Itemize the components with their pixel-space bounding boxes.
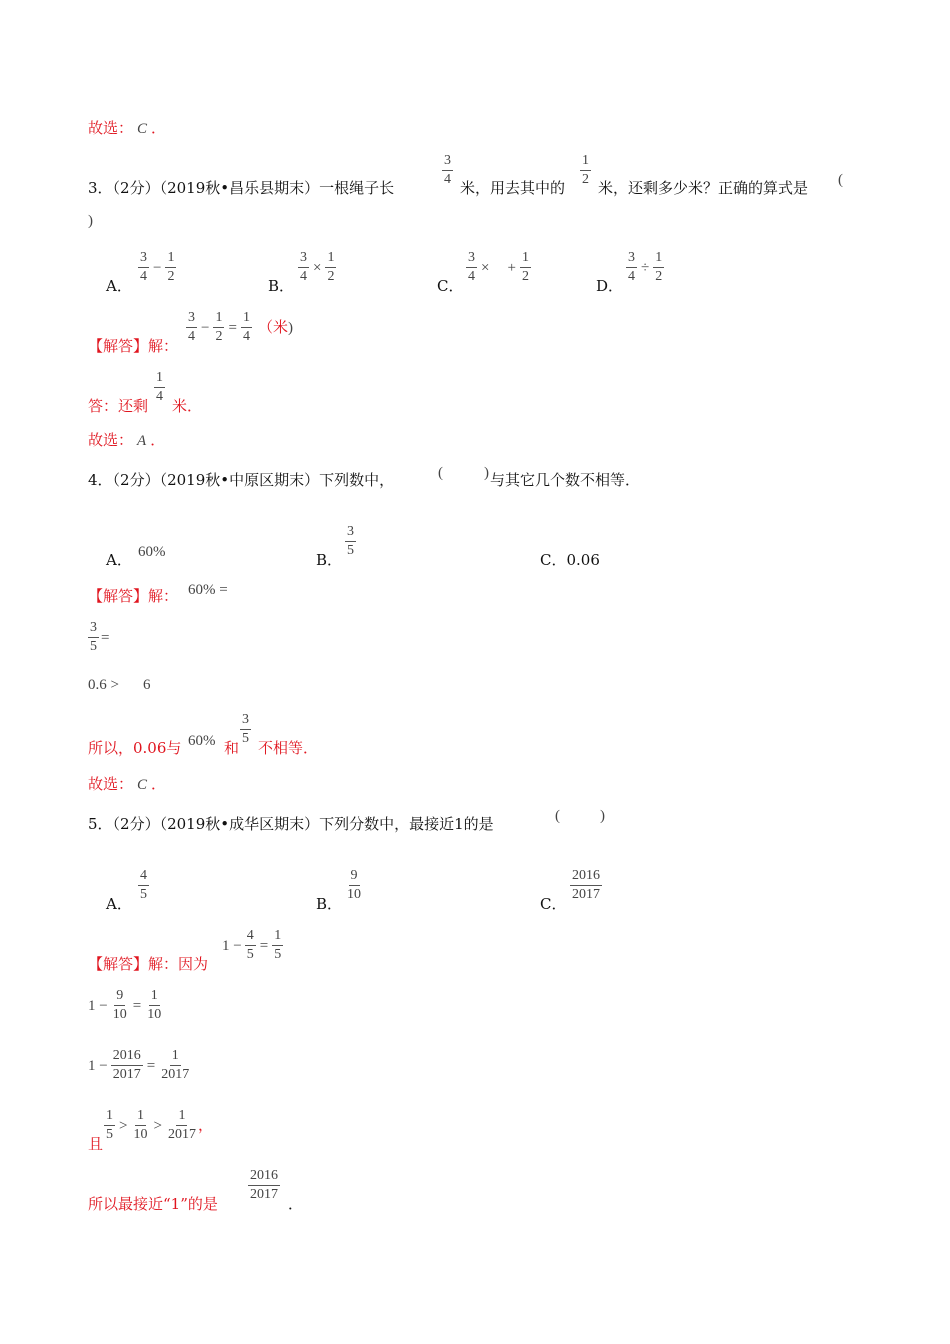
- greater-than: >: [153, 1118, 162, 1134]
- q5-option-a-fraction: [138, 868, 149, 903]
- q3-choose-line: [88, 430, 165, 451]
- num: 1: [154, 370, 165, 388]
- den: 2017: [161, 1067, 190, 1082]
- num: 1: [170, 1048, 181, 1066]
- fraction: [111, 1048, 143, 1083]
- q5-step3: [88, 1048, 191, 1083]
- num: 9: [114, 988, 125, 1006]
- num: 2016: [570, 868, 602, 886]
- minus: −: [201, 320, 210, 336]
- equals: =: [146, 1058, 156, 1074]
- one-minus: 1 −: [88, 1058, 108, 1074]
- fraction: [241, 310, 252, 345]
- q5-option-c-fraction: [570, 868, 602, 903]
- num: 3: [138, 250, 149, 268]
- num: 4: [245, 928, 256, 946]
- q3-solution-label: 【解答】解：: [88, 337, 179, 355]
- fraction: [165, 250, 176, 285]
- q4-solution-line3: [88, 677, 150, 694]
- fraction: [138, 250, 149, 285]
- den: 5: [246, 947, 254, 962]
- q5-conclusion-fraction: [248, 1168, 280, 1203]
- q5-option-c-label: C．: [540, 895, 567, 913]
- num: 2016: [248, 1168, 280, 1186]
- num: 1: [176, 1108, 187, 1126]
- unit-close: ): [287, 320, 293, 336]
- den: 10: [147, 1007, 162, 1022]
- fraction: [213, 310, 224, 345]
- num: 3: [88, 620, 99, 638]
- fraction: [111, 988, 129, 1023]
- concl-prefix: 所以，0.06与: [88, 739, 182, 757]
- den: 2: [655, 269, 663, 284]
- q2-choose-line: [88, 118, 166, 139]
- q4-option-c: C．0.06: [540, 551, 600, 569]
- q4-solution-line2: [88, 620, 109, 655]
- num: 3: [240, 712, 251, 730]
- q4-option-a-value: 60%: [138, 544, 166, 560]
- choose-label: 故选：: [88, 775, 134, 793]
- q5-option-a-label: A．: [106, 895, 132, 913]
- q3-close-paren: ): [88, 213, 93, 229]
- greater-than: >: [119, 1118, 128, 1134]
- q3-open-paren: (: [838, 172, 843, 188]
- q5-step2: [88, 988, 163, 1023]
- fraction: [245, 928, 256, 963]
- den: 10: [133, 1127, 148, 1142]
- num: 1: [272, 928, 283, 946]
- fraction: [520, 250, 531, 285]
- den: 4: [628, 269, 635, 284]
- q5-conclusion-prefix: 所以最接近“1”的是: [88, 1195, 218, 1213]
- num: 1: [165, 250, 176, 268]
- line3-right: 6: [142, 677, 151, 693]
- operator-2: +: [507, 260, 516, 276]
- den: 2: [167, 269, 175, 284]
- den: 5: [274, 947, 282, 962]
- den: 4: [444, 172, 451, 187]
- unit: （米: [257, 318, 288, 336]
- choose-label: 故选：: [88, 431, 134, 449]
- q4-open-paren: (: [438, 465, 443, 481]
- q3-option-c-expr: [466, 250, 531, 285]
- equals: =: [259, 938, 269, 954]
- num: 9: [349, 868, 360, 886]
- fraction: [186, 310, 197, 345]
- q3-answer-suffix: 米．: [172, 397, 203, 415]
- fraction: [166, 1108, 198, 1143]
- num: 3: [345, 524, 356, 542]
- num: 1: [653, 250, 664, 268]
- q4-concl-pct: 60%: [188, 733, 216, 749]
- fraction: [88, 620, 99, 655]
- q3-stem-mid: 米，用去其中的: [460, 179, 566, 197]
- q3-stem-prefix: 3．（2分）（2019秋•昌乐县期末）一根绳子长: [88, 179, 395, 197]
- q4-concl-suffix: 不相等．: [258, 739, 319, 757]
- q5-stem: 5．（2分）（2019秋•成华区期末）下列分数中，最接近1的是: [88, 815, 494, 833]
- fraction: [145, 988, 163, 1023]
- q5-solution-label: 【解答】解：因为: [88, 955, 209, 973]
- q3-option-a-expr: [138, 250, 176, 285]
- choose-answer: C: [137, 777, 148, 793]
- num: 1: [520, 250, 531, 268]
- den: 5: [106, 1127, 113, 1142]
- num: 1: [241, 310, 252, 328]
- operator: ×: [313, 260, 322, 276]
- q3-length-fraction: [442, 153, 453, 188]
- q3-option-d-label: D．: [596, 277, 624, 295]
- q4-stem-prefix: 4．（2分）（2019秋•中原区期末）下列数中，: [88, 471, 395, 489]
- fraction: [131, 1108, 149, 1143]
- num: 3: [186, 310, 197, 328]
- den: 10: [347, 887, 361, 902]
- q3-answer-prefix: 答：还剩: [88, 397, 149, 415]
- fraction: [104, 1108, 115, 1143]
- fraction: [653, 250, 664, 285]
- num: 3: [442, 153, 453, 171]
- q5-step1: [222, 928, 283, 963]
- num: 3: [298, 250, 309, 268]
- q5-option-b-fraction: [345, 868, 363, 903]
- den: 5: [347, 543, 354, 558]
- fraction: [626, 250, 637, 285]
- operator: ×: [481, 260, 490, 276]
- one-minus: 1 −: [222, 938, 242, 954]
- den: 2017: [572, 887, 600, 902]
- q4-solution-label: 【解答】解：: [88, 587, 179, 605]
- den: 4: [468, 269, 475, 284]
- q3-option-b-expr: [298, 250, 336, 285]
- num: 1: [580, 153, 591, 171]
- q4-solution-line1: 60% =: [188, 582, 228, 598]
- den: 4: [140, 269, 147, 284]
- choose-end: ．: [151, 119, 167, 137]
- den: 2017: [167, 1127, 196, 1142]
- q3-answer-fraction: [154, 370, 165, 405]
- q4-conclusion: [88, 738, 181, 758]
- den: 2: [327, 269, 335, 284]
- den: 4: [242, 329, 250, 344]
- den: 5: [242, 731, 249, 746]
- num: 4: [138, 868, 149, 886]
- q4-option-b-label: B．: [316, 551, 343, 569]
- q4-concl-fraction: [240, 712, 251, 747]
- q5-close-paren: ): [600, 808, 605, 824]
- equals: =: [228, 320, 237, 336]
- q3-option-a-label: A．: [106, 277, 132, 295]
- num: 3: [626, 250, 637, 268]
- choose-answer: A: [137, 433, 147, 449]
- den: 2017: [250, 1187, 278, 1202]
- choose-end: ．: [151, 775, 167, 793]
- choose-label: 故选：: [88, 119, 134, 137]
- den: 2: [521, 269, 529, 284]
- num: 3: [466, 250, 477, 268]
- num: 2016: [111, 1048, 143, 1066]
- q5-and-label: 且: [88, 1135, 104, 1153]
- q3-stem: [88, 178, 394, 198]
- den: 2017: [112, 1067, 141, 1082]
- num: 1: [213, 310, 224, 328]
- q5-comparison: [104, 1108, 213, 1143]
- equals: =: [101, 630, 110, 646]
- den: 5: [90, 639, 97, 654]
- fraction: [325, 250, 336, 285]
- one-minus: 1 −: [88, 998, 108, 1014]
- den: 10: [112, 1007, 127, 1022]
- num: 1: [325, 250, 336, 268]
- choose-answer: C: [137, 121, 148, 137]
- num: 1: [149, 988, 160, 1006]
- q3-option-c-label: C．: [437, 277, 464, 295]
- q3-solution-expr: [186, 310, 293, 345]
- den: 2: [215, 329, 223, 344]
- den: 5: [140, 887, 147, 902]
- line3-left: 0.6 >: [88, 677, 119, 693]
- den: 2: [582, 172, 589, 187]
- fraction: [298, 250, 309, 285]
- num: 1: [135, 1108, 146, 1126]
- choose-end: ．: [150, 431, 166, 449]
- q3-option-b-label: B．: [268, 277, 295, 295]
- num: 1: [104, 1108, 115, 1126]
- den: 4: [300, 269, 307, 284]
- fraction: [466, 250, 477, 285]
- q3-used-fraction: [580, 153, 591, 188]
- q4-option-b-fraction: [345, 524, 356, 559]
- q4-concl-and: 和: [224, 739, 240, 757]
- q4-choose-line: [88, 774, 166, 795]
- q4-close-paren: ): [484, 465, 489, 481]
- q3-option-d-expr: [626, 250, 664, 285]
- den: 4: [188, 329, 195, 344]
- q5-conclusion-end: ．: [288, 1195, 304, 1213]
- q4-stem-suffix: 与其它几个数不相等．: [490, 471, 641, 489]
- operator: −: [153, 260, 162, 276]
- operator: ÷: [641, 260, 650, 276]
- comparison-end: ，: [197, 1116, 213, 1134]
- equals: =: [132, 998, 142, 1014]
- q3-stem-suffix: 米，还剩多少米？正确的算式是: [598, 179, 809, 197]
- fraction: [272, 928, 283, 963]
- q4-option-a-label: A．: [106, 551, 132, 569]
- den: 4: [156, 389, 163, 404]
- fraction: [159, 1048, 191, 1083]
- q5-open-paren: (: [555, 808, 560, 824]
- q5-option-b-label: B．: [316, 895, 343, 913]
